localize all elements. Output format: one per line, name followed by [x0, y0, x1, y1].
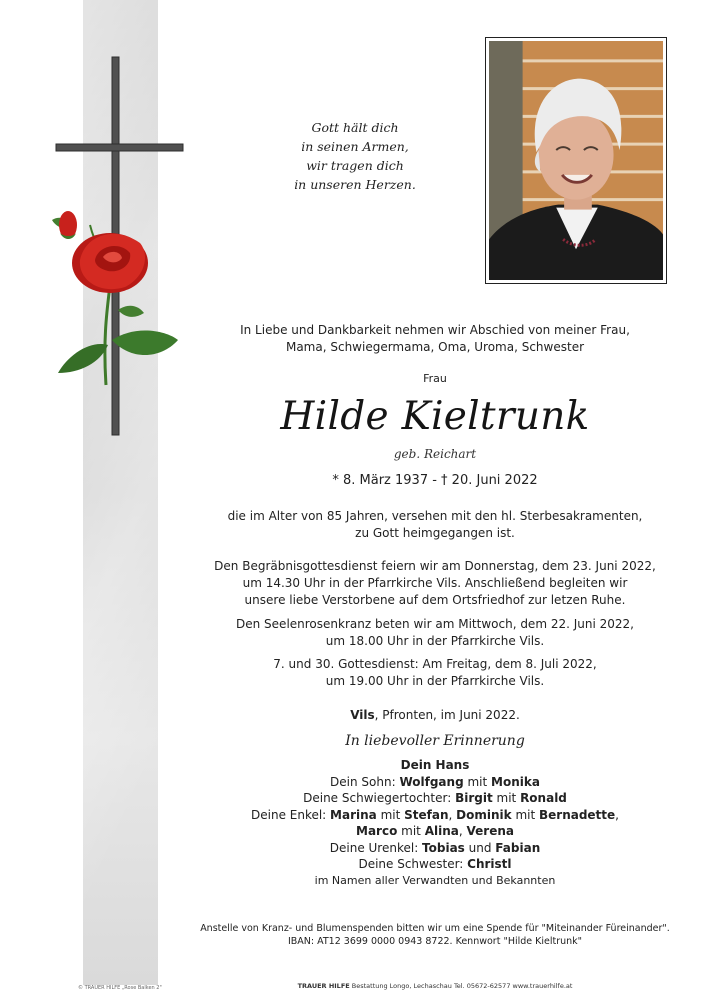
grandchild-partner: Alina: [424, 824, 459, 838]
family-line-sister: [200, 856, 670, 873]
dil-label: Deine Schwiegertochter:: [303, 791, 456, 805]
footer-brand: TRAUER HILFE: [297, 982, 350, 990]
grandchild-partner: Stefan: [404, 807, 449, 822]
grandchild-partner: Bernadette: [538, 807, 616, 822]
great-grandchild: Fabian: [495, 840, 541, 855]
sister-label: Deine Schwester:: [358, 857, 468, 871]
daughter-in-law: Birgit: [455, 791, 493, 805]
dil-partner: Ronald: [520, 791, 567, 805]
and: und: [464, 840, 496, 855]
rosary-text: [200, 616, 670, 650]
cross-with-rose-icon: [40, 55, 190, 440]
separator: ,: [458, 824, 467, 838]
son-label: Dein Sohn:: [330, 774, 400, 789]
mass-text: [200, 656, 670, 690]
portrait-photo: [489, 41, 663, 280]
donation-note: [200, 922, 670, 948]
copyright-note: © TRAUER HILFE „Rose Balken 2": [78, 985, 162, 991]
funeral-text: [200, 558, 670, 609]
grandchild: Marina: [330, 807, 377, 822]
life-dates: * 8. März 1937 - † 20. Juni 2022: [332, 473, 538, 488]
verse-line: Gott hält dich: [311, 120, 399, 135]
footer: [200, 982, 670, 990]
donation-line: Anstelle von Kranz- und Blumenspenden bitten wir um eine Spende für "Miteinander Füreinander".: [200, 923, 670, 934]
passing-line: die im Alter von 85 Jahren, versehen mit den hl. Sterbesakramenten,: [227, 509, 643, 523]
sister: Christl: [467, 857, 512, 871]
grand-label: Deine Enkel:: [251, 807, 331, 822]
great-grandchild: Tobias: [422, 840, 465, 855]
family-line-great-grandchildren: [200, 840, 670, 857]
place: Vils: [350, 708, 375, 722]
deceased-name: Hilde Kieltrunk: [280, 394, 590, 439]
footer-text: Bestattung Longo, Lechaschau Tel. 05672-62577 www.trauerhilfe.at: [349, 982, 573, 990]
family-line-son: [200, 774, 670, 791]
husband: Dein Hans: [400, 758, 470, 772]
with: mit: [376, 807, 405, 822]
separator: ,: [615, 807, 619, 822]
place-date: [200, 707, 670, 724]
intro-line: In Liebe und Dankbarkeit nehmen wir Abschied von meiner Frau,: [240, 323, 630, 337]
grandchild: Verena: [466, 824, 514, 838]
family-line-grandchildren: [200, 807, 670, 824]
grandchild: Marco: [356, 824, 398, 838]
salutation: Frau: [423, 372, 447, 385]
verse: [255, 118, 455, 194]
intro-line: Mama, Schwiegermama, Oma, Uroma, Schwester: [285, 340, 585, 354]
verse-line: in unseren Herzen.: [294, 177, 416, 192]
portrait-photo-frame: [485, 37, 667, 284]
place-date-rest: , Pfronten, im Juni 2022.: [374, 708, 520, 722]
intro: [200, 322, 670, 356]
family-list: [200, 757, 670, 889]
verse-line: in seinen Armen,: [301, 139, 409, 154]
mass-line: 7. und 30. Gottesdienst: Am Freitag, dem 8. Juli 2022,: [273, 657, 597, 671]
great-label: Deine Urenkel:: [329, 840, 423, 855]
rosary-line: um 18.00 Uhr in der Pfarrkirche Vils.: [325, 634, 545, 648]
passing-line: zu Gott heimgegangen ist.: [355, 526, 515, 540]
with: mit: [463, 774, 492, 789]
family-line-husband: [200, 757, 670, 774]
family-line-grandchildren-2: [200, 823, 670, 840]
donation-line: IBAN: AT12 3699 0000 0943 8722. Kennwort "Hilde Kieltrunk": [287, 936, 583, 947]
funeral-line: unsere liebe Verstorbene auf dem Ortsfriedhof zur letzen Ruhe.: [244, 593, 626, 607]
separator: ,: [448, 807, 457, 822]
mass-line: um 19.00 Uhr in der Pfarrkirche Vils.: [325, 674, 545, 688]
birth-name: geb. Reichart: [393, 447, 477, 461]
with: mit: [397, 824, 425, 838]
verse-line: wir tragen dich: [306, 158, 404, 173]
son-partner: Monika: [491, 774, 540, 789]
funeral-line: um 14.30 Uhr in der Pfarrkirche Vils. Anschließend begleiten wir: [242, 576, 628, 590]
remembrance: In liebevoller Erinnerung: [345, 733, 525, 749]
with: mit: [511, 807, 539, 822]
son: Wolfgang: [399, 774, 464, 789]
relatives-line: im Namen aller Verwandten und Bekannten: [314, 873, 556, 887]
passing-text: [200, 508, 670, 542]
grandchild: Dominik: [456, 807, 512, 822]
rosary-line: Den Seelenrosenkranz beten wir am Mittwoch, dem 22. Juni 2022,: [236, 617, 634, 631]
funeral-line: Den Begräbnisgottesdienst feiern wir am Donnerstag, dem 23. Juni 2022,: [214, 559, 656, 573]
with: mit: [492, 791, 521, 805]
family-line-daughter-in-law: [200, 790, 670, 807]
